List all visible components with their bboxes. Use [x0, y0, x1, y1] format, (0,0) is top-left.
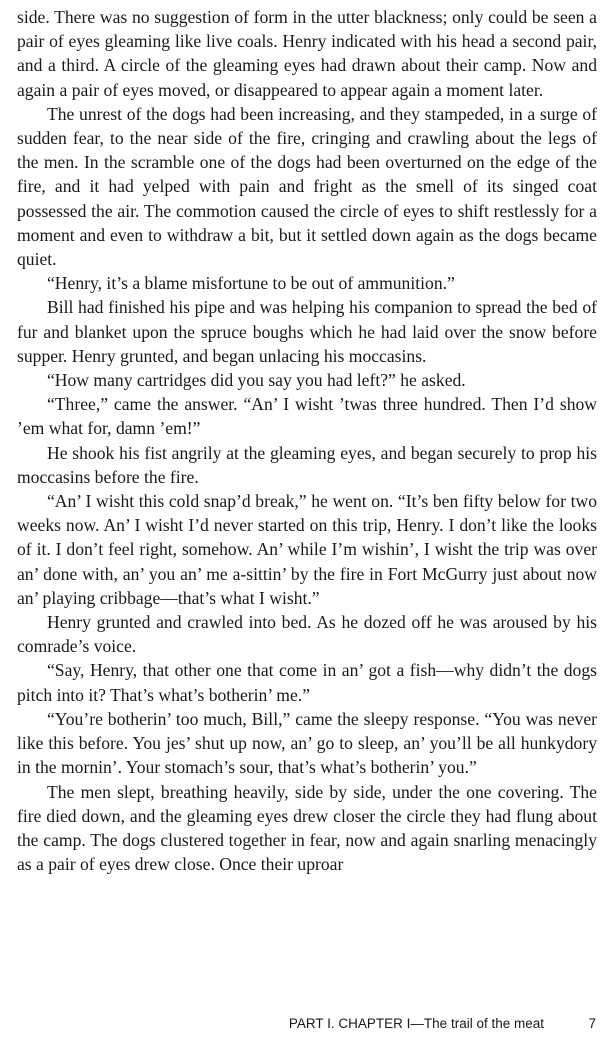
paragraph-10: “Say, Henry, that other one that come in an’ got a fish—why didn’t the dogs pitch into it? That’s what’s botherin’ me.”	[17, 660, 597, 705]
paragraph-3: “Henry, it’s a blame misfortune to be out of ammunition.”	[47, 273, 455, 294]
paragraph-11: “You’re botherin’ too much, Bill,” came the sleepy response. “You was never like this before. You jes’ shut up now, an’ go to sleep, an’ you’ll be all hunkydory in the mornin’. Your stomach’s sour, that’s what’s botherin’ you.”	[17, 708, 597, 778]
paragraph-12: The men slept, breathing heavily, side by side, under the one covering. The fire died down, and the gleaming eyes drew closer the circle they had flung about the camp. The dogs clustered together in fear, now and again snarling menacingly as a pair of eyes drew close. Once their uproar	[17, 781, 597, 875]
paragraph-4: Bill had finished his pipe and was helping his companion to spread the bed of fur and blanket upon the spruce boughs which he had laid over the snow before supper. Henry grunted, and began unlacing his moccasins.	[17, 297, 597, 366]
running-head: PART I. CHAPTER I—The trail of the meat	[288, 1016, 544, 1031]
page-body-text	[17, 5, 597, 876]
paragraph-2: The unrest of the dogs had been increasing, and they stampeded, in a surge of sudden fear, to the near side of the fire, cringing and crawling about the legs of the men. In the scramble one of the dogs had been overturned on the edge of the fire, and it had yelped with pain and fright as the smell of its singed coat possessed the air. The commotion caused the circle of eyes to shift restlessly for a moment and even to withdraw a bit, but it settled down again as the dogs became quiet.	[17, 103, 597, 270]
page-number: 7	[588, 1016, 596, 1031]
paragraph-5: “How many cartridges did you say you had left?” he asked.	[47, 370, 466, 391]
paragraph-8: “An’ I wisht this cold snap’d break,” he went on. “It’s ben fifty below for two weeks now. An’ I wisht I’d never started on this trip, Henry. I don’t like the looks of it. I don’t feel right, somehow. An’ while I’m wishin’, I wisht the trip was over an’ done with, an’ you an’ me a-sittin’ by the fire in Fort McGurry just about now an’ playing cribbage—that’s what I wisht.”	[17, 491, 597, 608]
paragraph-1: side. There was no suggestion of form in the utter blackness; only could be seen a pair of eyes gleaming like live coals. Henry indicated with his head a second pair, and a third. A circle of the gleaming eyes had drawn about their camp. Now and again a pair of eyes moved, or disappeared to appear again a moment later.	[17, 7, 597, 100]
paragraph-7: He shook his fist angrily at the gleaming eyes, and began securely to prop his moccasins before the fire.	[17, 442, 597, 487]
page-footer	[0, 1016, 612, 1038]
paragraph-9: Henry grunted and crawled into bed. As he dozed off he was aroused by his comrade’s voice.	[17, 612, 597, 657]
paragraph-6: “Three,” came the answer. “An’ I wisht ’twas three hundred. Then I’d show ’em what for, damn ’em!”	[17, 394, 597, 439]
